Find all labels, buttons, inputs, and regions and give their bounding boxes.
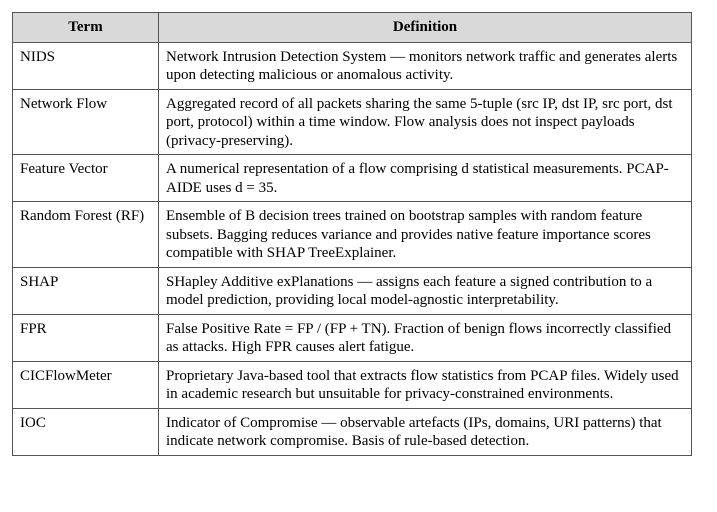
header-term: Term xyxy=(13,13,159,43)
table-row xyxy=(13,361,692,408)
table-row xyxy=(13,155,692,202)
definition-cell: SHapley Additive exPlanations — assigns each feature a signed contribution to a model prediction, providing local model-agnostic interpretability. xyxy=(159,267,692,314)
definition-cell: Indicator of Compromise — observable artefacts (IPs, domains, URI patterns) that indicate network compromise. Basis of rule-based detection. xyxy=(159,408,692,455)
definition-cell: Proprietary Java-based tool that extracts flow statistics from PCAP files. Widely used in academic research but unsuitable for privacy-constrained environments. xyxy=(159,361,692,408)
table-row xyxy=(13,202,692,268)
term-cell: CICFlowMeter xyxy=(13,361,159,408)
table-row xyxy=(13,89,692,155)
header-row xyxy=(13,13,692,43)
term-cell: IOC xyxy=(13,408,159,455)
table-row xyxy=(13,267,692,314)
term-cell: Feature Vector xyxy=(13,155,159,202)
term-cell: Random Forest (RF) xyxy=(13,202,159,268)
table-body xyxy=(13,42,692,455)
term-cell: Network Flow xyxy=(13,89,159,155)
definition-cell: A numerical representation of a flow comprising d statistical measurements. PCAP-AIDE uses d = 35. xyxy=(159,155,692,202)
table-row xyxy=(13,42,692,89)
definition-cell: False Positive Rate = FP / (FP + TN). Fraction of benign flows incorrectly classified as attacks. High FPR causes alert fatigue. xyxy=(159,314,692,361)
table-row xyxy=(13,314,692,361)
table-row xyxy=(13,408,692,455)
term-cell: NIDS xyxy=(13,42,159,89)
definition-cell: Ensemble of B decision trees trained on bootstrap samples with random feature subsets. Bagging reduces variance and provides native feature importance scores compatible with SHAP TreeExplainer. xyxy=(159,202,692,268)
term-cell: SHAP xyxy=(13,267,159,314)
term-cell: FPR xyxy=(13,314,159,361)
header-definition: Definition xyxy=(159,13,692,43)
table-header xyxy=(13,13,692,43)
glossary-table xyxy=(12,12,692,456)
definition-cell: Network Intrusion Detection System — monitors network traffic and generates alerts upon detecting malicious or anomalous activity. xyxy=(159,42,692,89)
definition-cell: Aggregated record of all packets sharing the same 5-tuple (src IP, dst IP, src port, dst port, protocol) within a time window. Flow analysis does not inspect payloads (privacy-preserving). xyxy=(159,89,692,155)
